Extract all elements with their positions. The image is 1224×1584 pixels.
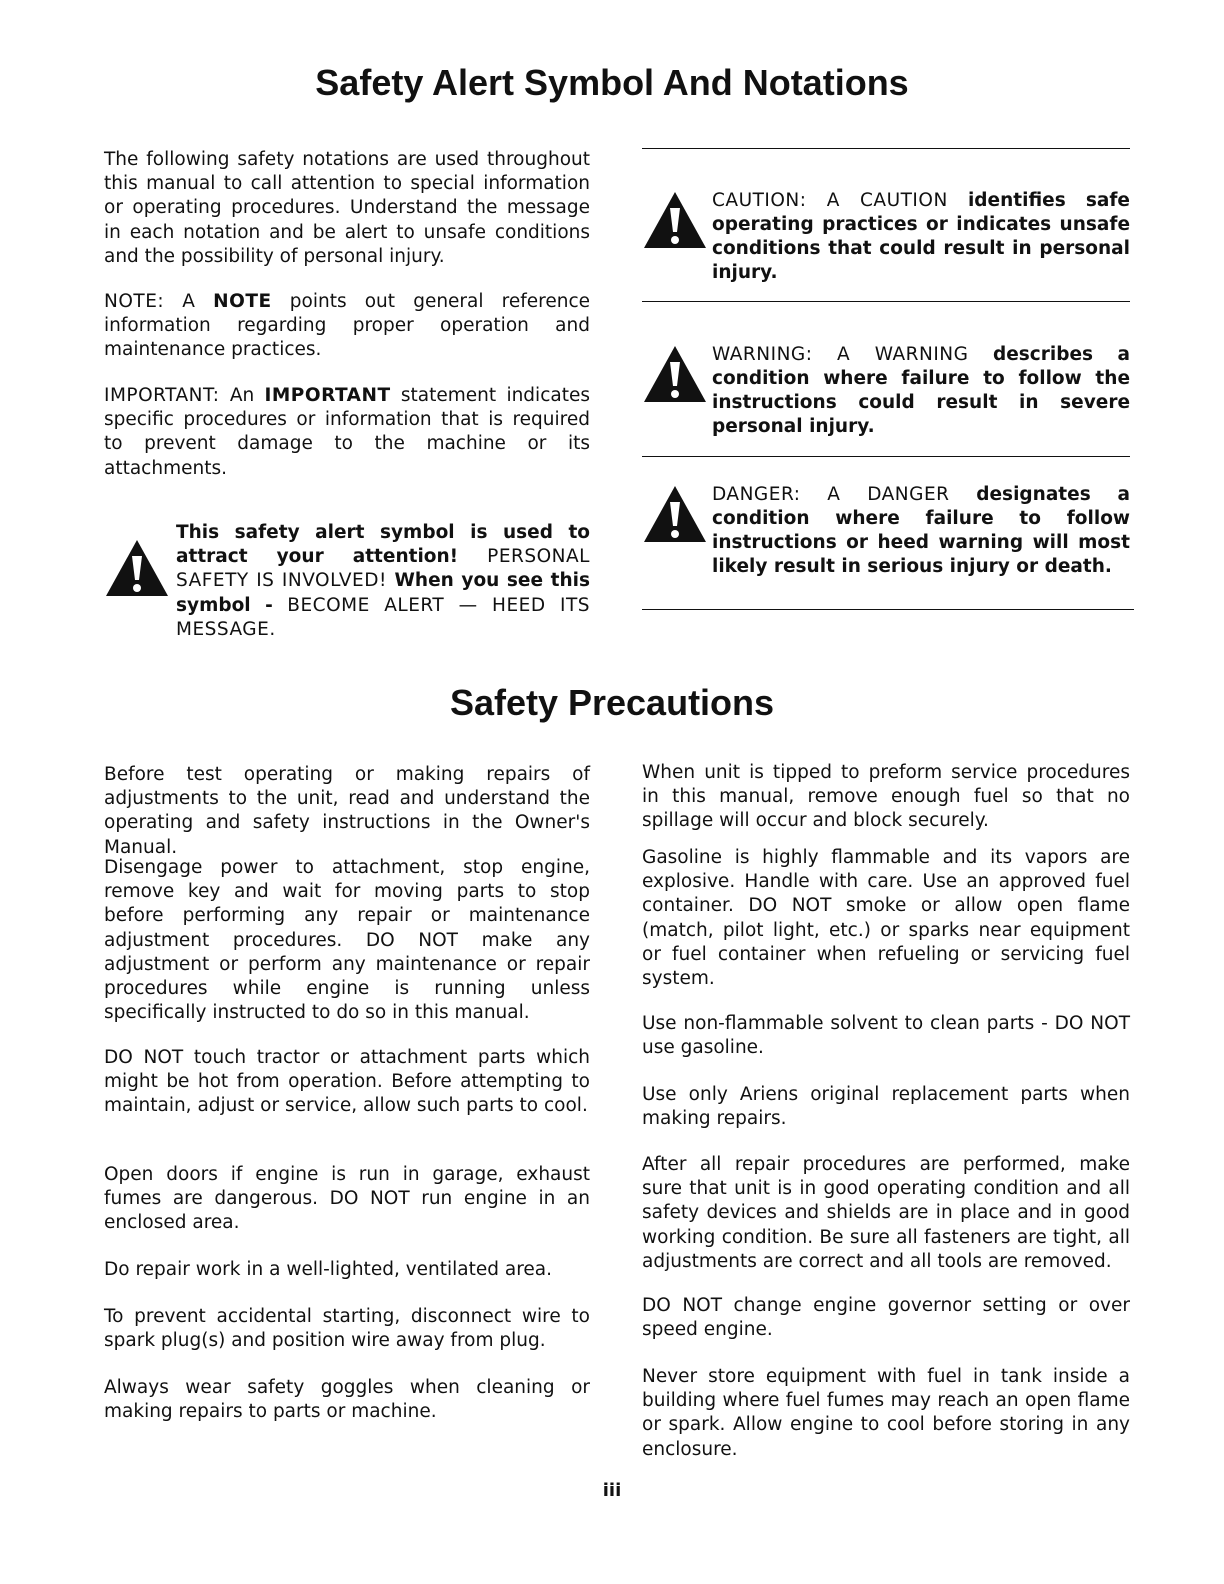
precaution-right-2: Gasoline is highly flammable and its vapors are explosive. Handle with care. Use an approved fuel container. DO NOT smoke or allow open flame (match, pilot light, etc.) or sparks near equipment or fuel container when refueling or servicing fuel system. xyxy=(642,847,1130,990)
note-keyword: NOTE xyxy=(213,291,272,312)
warning-label: WARNING: xyxy=(712,344,813,365)
warning-text: describes a condition where failure to follow the instructions could result in severe personal injury. xyxy=(712,344,1130,437)
note-label: NOTE: xyxy=(104,291,165,312)
caution-keyword: CAUTION xyxy=(860,190,948,211)
alert-line-4: BECOME ALERT — HEED ITS MESSAGE. xyxy=(176,594,590,640)
precaution-left-2: Disengage power to attachment, stop engine, remove key and wait for moving parts to stop before performing any repair or maintenance adjustment procedures. DO NOT make any adjustment or perform any maintenance or repair procedures while engine is running unless specifically instructed to do so in this manual. xyxy=(104,857,590,1024)
precaution-right-6: DO NOT change engine governor setting or over speed engine. xyxy=(642,1295,1130,1341)
divider-2 xyxy=(642,301,1130,302)
warning-keyword: WARNING xyxy=(874,344,969,365)
important-paragraph xyxy=(104,384,590,481)
note-text: points out general reference information regarding proper operation and maintenance practices. xyxy=(104,291,591,361)
precaution-right-3: Use non-flammable solvent to clean parts - DO NOT use gasoline. xyxy=(642,1013,1130,1059)
danger-notation xyxy=(712,483,1130,579)
precaution-left-7: Always wear safety goggles when cleaning or making repairs to parts or machine. xyxy=(104,1377,590,1423)
divider-4 xyxy=(642,609,1134,610)
note-lead: A xyxy=(182,291,195,312)
warning-lead: A xyxy=(837,344,851,365)
danger-alert-icon xyxy=(642,484,708,544)
danger-text: designates a condition where failure to follow instructions or heed warning will most likely result in serious injury or death. xyxy=(712,484,1130,577)
divider-3 xyxy=(642,456,1130,457)
caution-lead: A xyxy=(826,190,840,211)
alert-line-3: When you see this symbol - xyxy=(176,570,590,616)
warning-notation xyxy=(712,343,1130,439)
section-title-precautions: Safety Precautions xyxy=(449,682,775,723)
precaution-right-1: When unit is tipped to preform service procedures in this manual, remove enough fuel so that no spillage will occur and block securely. xyxy=(642,762,1130,832)
alert-line-1: This safety alert symbol is used to attract your attention! xyxy=(176,522,590,568)
caution-text: identifies safe operating practices or indicates unsafe conditions that could result in personal injury. xyxy=(712,190,1130,283)
precaution-right-4: Use only Ariens original replacement parts when making repairs. xyxy=(642,1084,1130,1130)
danger-keyword: DANGER xyxy=(867,484,950,505)
intro-paragraph: The following safety notations are used throughout this manual to call attention to special information or operating procedures. Understand the message in each notation and be alert to unsafe conditions and the possibility of personal injury. xyxy=(104,149,590,267)
danger-label: DANGER: xyxy=(712,484,801,505)
divider-1 xyxy=(642,148,1130,149)
caution-alert-icon xyxy=(642,190,708,250)
caution-notation xyxy=(712,189,1130,285)
safety-alert-icon xyxy=(104,538,170,598)
danger-lead: A xyxy=(827,484,841,505)
warning-alert-icon xyxy=(642,344,708,404)
precaution-right-5: After all repair procedures are performed, make sure that unit is in good operating condition and all safety devices and shields are in place and in good working condition. Be sure all fasteners are tight, all adjustments are correct and all tools are removed. xyxy=(642,1154,1130,1272)
page-title: Safety Alert Symbol And Notations xyxy=(315,62,909,103)
precaution-left-5: Do repair work in a well-lighted, ventilated area. xyxy=(104,1259,553,1280)
alert-symbol-text xyxy=(176,521,590,642)
precaution-left-6: To prevent accidental starting, disconnect wire to spark plug(s) and position wire away from plug. xyxy=(104,1306,590,1352)
precaution-left-3: DO NOT touch tractor or attachment parts which might be hot from operation. Before attempting to maintain, adjust or service, allow such parts to cool. xyxy=(104,1047,590,1117)
alert-line-2: PERSONAL SAFETY IS INVOLVED! xyxy=(176,546,590,592)
precaution-left-1: Before test operating or making repairs of adjustments to the unit, read and understand the operating and safety instructions in the Owner's Manual. xyxy=(104,764,590,858)
note-paragraph xyxy=(104,290,590,363)
important-lead: An xyxy=(229,385,255,406)
precaution-right-7: Never store equipment with fuel in tank inside a building where fuel fumes may reach an open flame or spark. Allow engine to cool before storing in any enclosure. xyxy=(642,1366,1130,1460)
precaution-left-4: Open doors if engine is run in garage, exhaust fumes are dangerous. DO NOT run engine in an enclosed area. xyxy=(104,1164,590,1234)
important-keyword: IMPORTANT xyxy=(264,385,391,406)
important-label: IMPORTANT: xyxy=(104,385,220,406)
caution-label: CAUTION: xyxy=(712,190,807,211)
page-number: iii xyxy=(602,1480,622,1501)
important-text: statement indicates specific procedures or information that is required to prevent damage to the machine or its attachments. xyxy=(104,385,590,479)
